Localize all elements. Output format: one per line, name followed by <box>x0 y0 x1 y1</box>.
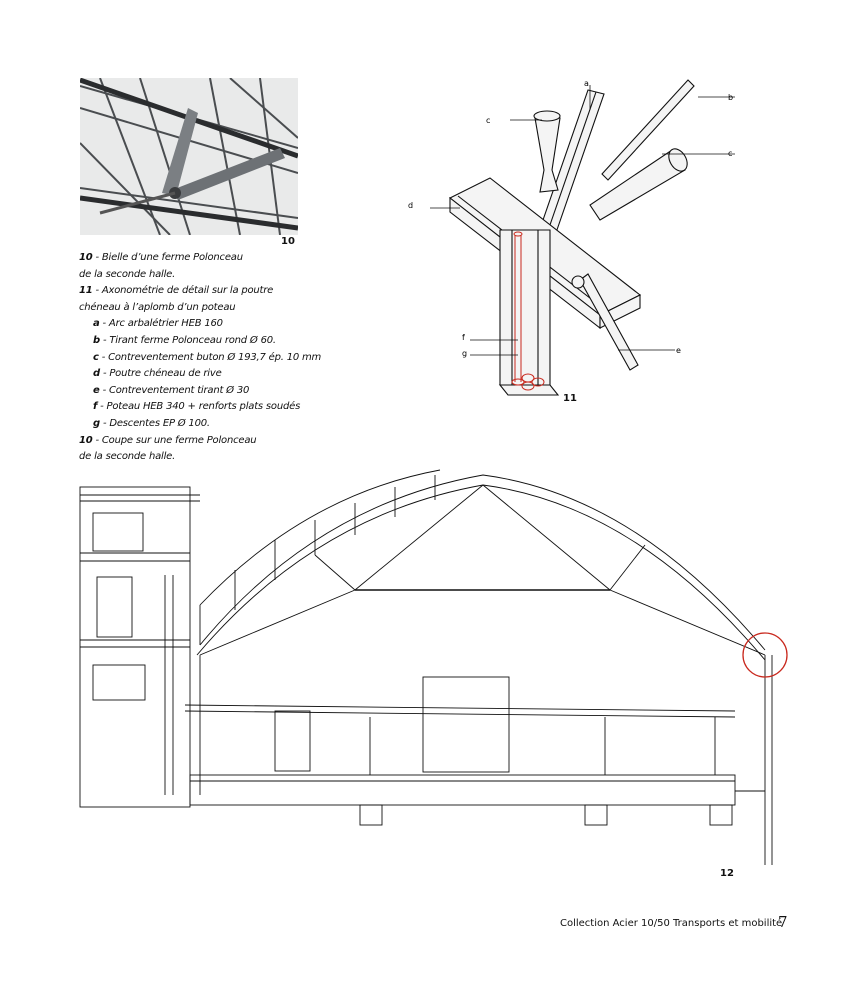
caption-item: d - Poutre chéneau de rive <box>93 368 222 380</box>
caption-item: g - Descentes EP Ø 100. <box>93 417 210 429</box>
truss-photo <box>80 78 298 235</box>
caption-block <box>79 250 322 466</box>
caption-item: b - Tirant ferme Polonceau rond Ø 60. <box>93 334 276 346</box>
caption-item: c - Contreventement buton Ø 193,7 ép. 10 mm <box>93 351 322 363</box>
axo-label-b: b <box>728 93 734 102</box>
section-figure-number: 12 <box>720 868 734 879</box>
caption-item: a - Arc arbalétrier HEB 160 <box>93 318 223 330</box>
caption-line: chéneau à l’aplomb d’un poteau <box>79 301 236 313</box>
axo-label-f: f <box>462 333 465 342</box>
axo-label-e: e <box>676 346 681 355</box>
caption-item: f - Poteau HEB 340 + renforts plats soudés <box>93 401 301 413</box>
caption-item: e - Contreventement tirant Ø 30 <box>93 384 250 396</box>
axonometric-detail-drawing <box>400 70 750 415</box>
footer-collection: Collection Acier 10/50 Transports et mobilité <box>560 918 783 929</box>
caption-line: 11 - Axonométrie de détail sur la poutre <box>79 285 274 297</box>
cross-section-drawing <box>75 465 795 885</box>
axo-label-c: c <box>728 149 733 158</box>
caption-line: 10 - Coupe sur une ferme Polonceau <box>79 434 257 446</box>
caption-line: 10 - Bielle d’une ferme Polonceau <box>79 252 243 263</box>
page-number: 7 <box>778 913 788 931</box>
axo-figure-number: 11 <box>563 393 577 404</box>
axo-label-c: c <box>486 116 491 125</box>
axo-label-d: d <box>408 201 414 210</box>
caption-line: de la seconde halle. <box>79 268 176 280</box>
axo-label-a: a <box>584 79 589 88</box>
axo-label-g: g <box>462 349 468 358</box>
photo-figure-number: 10 <box>281 236 295 247</box>
caption-line: de la seconde halle. <box>79 451 176 463</box>
